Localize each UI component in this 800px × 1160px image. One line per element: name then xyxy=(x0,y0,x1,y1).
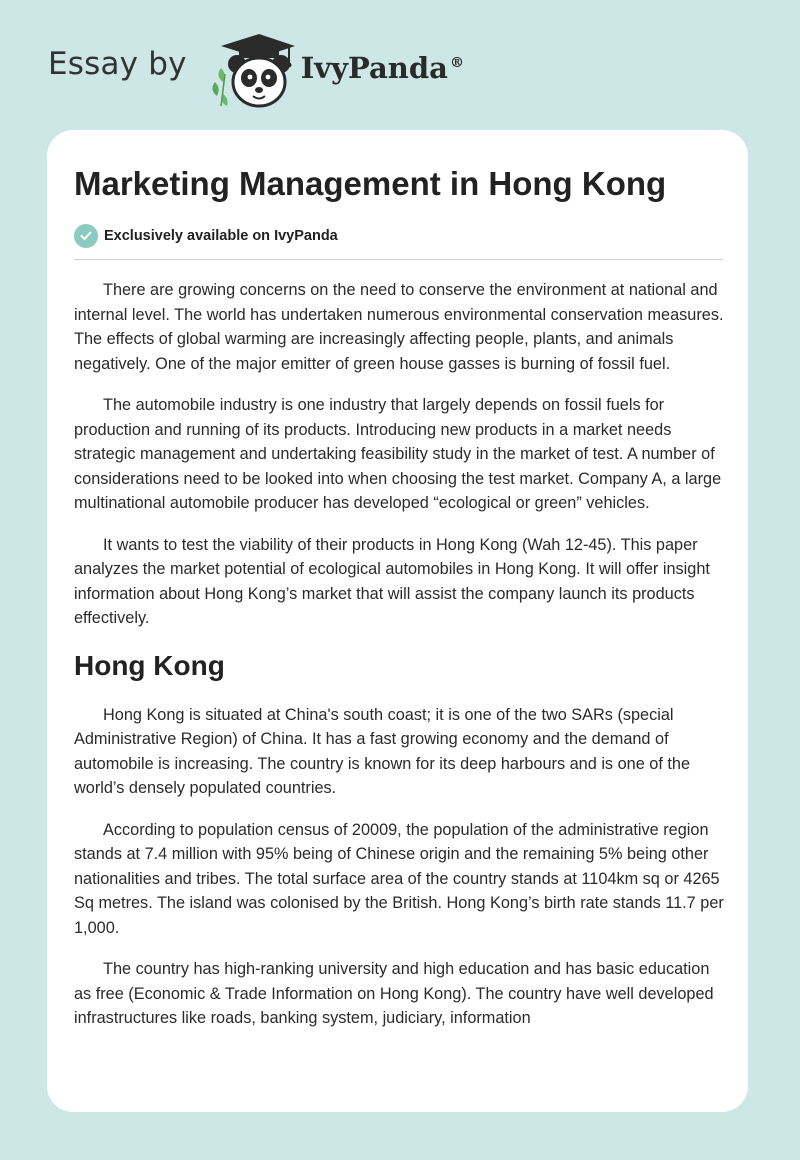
paragraph: There are growing concerns on the need to conserve the environment at national and internal level. The world has undertaken numerous environmental conservation measures. The effects of global warming are increasingly affecting people, plants, and animals negatively. One of the major emitter of green house gasses is burning of fossil fuel. xyxy=(74,281,724,373)
brand-header xyxy=(48,30,464,110)
essay-card xyxy=(47,130,748,1112)
page-title: Marketing Management in Hong Kong xyxy=(74,165,667,202)
paragraph: Hong Kong is situated at China's south coast; it is one of the two SARs (special Administrative Region) of China. It has a fast growing economy and the demand of automobile is increasing. The country is known for its deep harbours and is one of the world’s densely populated countries. xyxy=(74,705,691,797)
paragraph: The automobile industry is one industry that largely depends on fossil fuels for production and running of its products. Introducing new products in a market needs strategic management and undertaking feasibility study in the market of test. A number of considerations need to be looked into when choosing the test market. Company A, a large multinational automobile producer has developed “ecological or green” vehicles. xyxy=(74,396,722,512)
divider xyxy=(74,259,723,260)
paragraph: According to population census of 20009, the population of the administrative region stands at 7.4 million with 95% being of Chinese origin and the remaining 5% being other nationalities and tribes. The total surface area of the country stands at 1104km sq or 4265 Sq metres. The island was colonised by the British. Hong Kong’s birth rate stands 11.7 per 1,000. xyxy=(74,820,724,937)
exclusive-label: Exclusively available on IvyPanda xyxy=(104,228,338,244)
essay-by-label: Essay by xyxy=(48,46,187,82)
brand-name[interactable]: IvyPanda ® xyxy=(300,51,464,85)
section-heading: Hong Kong xyxy=(74,649,225,681)
paragraph: It wants to test the viability of their products in Hong Kong (Wah 12-45). This paper analyzes the market potential of ecological automobiles in Hong Kong. It will offer insight information about Hong Kong’s market that will assist the company launch its products effectively. xyxy=(74,535,710,627)
article-body xyxy=(74,278,724,1031)
paragraph: The country has high-ranking university and high education and has basic education as free (Economic & Trade Information on Hong Kong). The country have well developed infrastructures like roads, banking system, judiciary, information xyxy=(74,960,714,1027)
panda-logo-icon[interactable] xyxy=(203,30,297,110)
check-circle-icon xyxy=(74,224,98,248)
registered-mark: ® xyxy=(449,55,464,72)
exclusive-badge xyxy=(74,223,724,249)
